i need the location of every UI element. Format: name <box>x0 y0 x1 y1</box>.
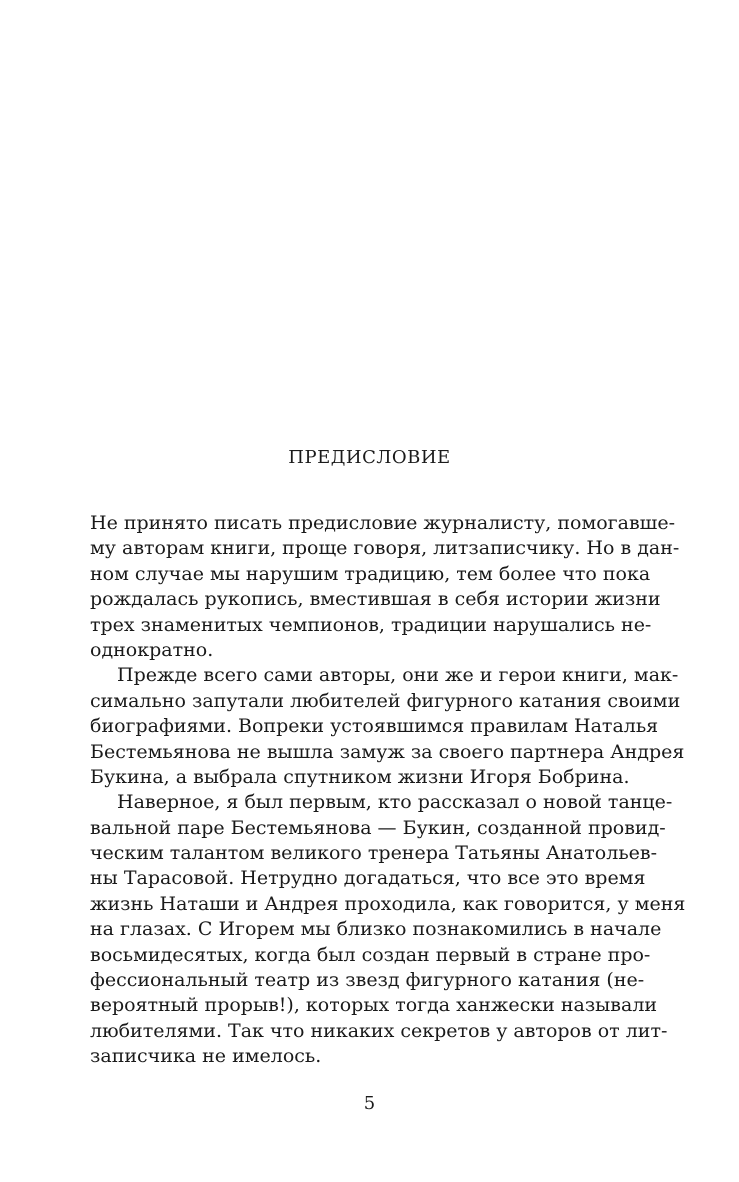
text-line: трех знаменитых чемпионов, традиции нарушались не- <box>90 613 652 636</box>
chapter-heading: ПРЕДИСЛОВИЕ <box>288 447 451 468</box>
text-line: восьмидесятых, когда был создан первый в стране про- <box>90 943 651 966</box>
text-line: рождалась рукопись, вместившая в себя истории жизни <box>90 588 661 611</box>
text-line: Букина, а выбрала спутником жизни Игоря Бобрина. <box>90 765 630 788</box>
text-line: Не принято писать предисловие журналисту, помогавше- <box>90 512 675 534</box>
text-line: ческим талантом великого тренера Татьяны Анатольев- <box>90 842 658 865</box>
text-line: ном случае мы нарушим традицию, тем более что пока <box>90 562 651 585</box>
body-text <box>90 511 686 1070</box>
text-line: однократно. <box>90 638 214 661</box>
text-line: биографиями. Вопреки устоявшимся правилам Наталья <box>90 715 659 738</box>
text-line: Бестемьянова не вышла замуж за своего партнера Андрея <box>90 740 685 763</box>
text-line: фессиональный театр из звезд фигурного катания (не- <box>90 969 645 992</box>
text-line: записчика не имелось. <box>90 1045 322 1068</box>
text-line: любителями. Так что никаких секретов у авторов от лит- <box>90 1019 668 1042</box>
text-line: жизнь Наташи и Андрея проходила, как говорится, у меня <box>90 892 686 915</box>
text-line: Прежде всего сами авторы, они же и герои книги, мак- <box>117 664 679 687</box>
text-line: вальной паре Бестемьянова — Букин, созданной провид- <box>90 816 666 839</box>
text-line: на глазах. С Игорем мы близко познакомились в начале <box>90 918 662 941</box>
text-line: му авторам книги, проще говоря, литзаписчику. Но в дан- <box>90 537 680 560</box>
text-line: Наверное, я был первым, кто рассказал о новой танце- <box>117 791 673 814</box>
text-line: ны Тарасовой. Нетрудно догадаться, что все это время <box>90 867 646 890</box>
page-number: 5 <box>363 1093 376 1114</box>
text-line: вероятный прорыв!), которых тогда ханжески называли <box>90 994 658 1017</box>
text-line: симально запутали любителей фигурного катания своими <box>90 689 681 712</box>
